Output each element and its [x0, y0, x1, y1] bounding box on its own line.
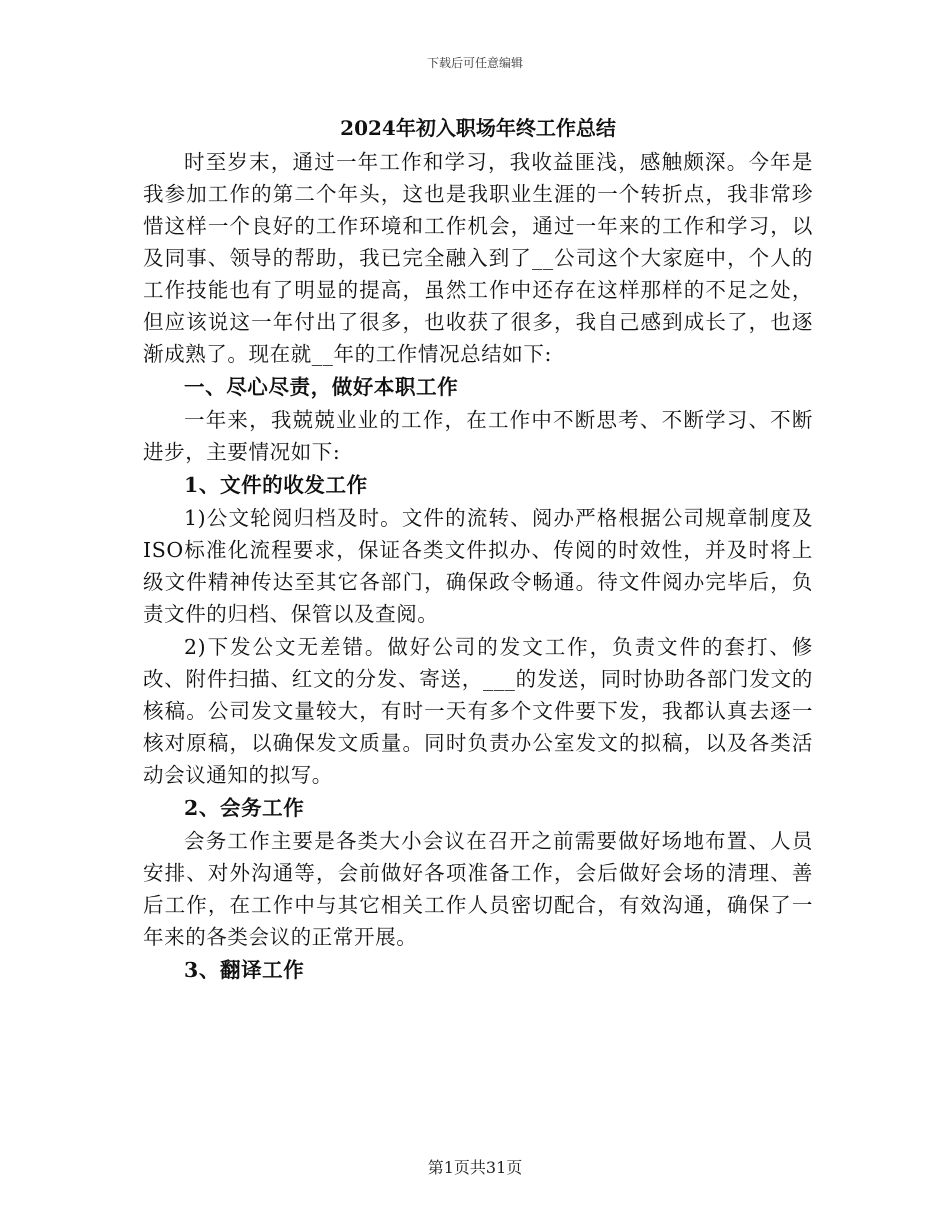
subsection-heading-3: 3、翻译工作 — [184, 958, 305, 982]
item-paragraph-1: 1)公文轮阅归档及时。文件的流转、阅办严格根据公司规章制度及ISO标准化流程要求，保证各类文件拟办、传阅的时效性，并及时将上级文件精神传达至其它各部门，确保政令畅通。待文件阅办完毕后，负责文件的归档、保管以及查阅。 — [143, 506, 813, 626]
item-paragraph-2: 2)下发公文无差错。做好公司的发文工作，负责文件的套打、修改、附件扫描、红文的分发、寄送，___的发送，同时协助各部门发文的核稿。公司发文量较大，有时一天有多个文件要下发，我都认真去逐一核对原稿，以确保发文质量。同时负责办公室发文的拟稿，以及各类活动会议通知的拟写。 — [143, 635, 813, 787]
intro-paragraph: 时至岁末，通过一年工作和学习，我收益匪浅，感触颇深。今年是我参加工作的第二个年头，这也是我职业生涯的一个转折点，我非常珍惜这样一个良好的工作环境和工作机会，通过一年来的工作和学习，以及同事、领导的帮助，我已完全融入到了__公司这个大家庭中，个人的工作技能也有了明显的提高，虽然工作中还存在这样那样的不足之处，但应该说这一年付出了很多，也收获了很多，我自己感到成长了，也逐渐成熟了。现在就__年的工作情况总结如下: — [143, 150, 813, 366]
section-1-intro: 一年来，我兢兢业业的工作，在工作中不断思考、不断学习、不断进步，主要情况如下: — [143, 408, 813, 464]
document-body — [143, 112, 813, 987]
meeting-paragraph: 会务工作主要是各类大小会议在召开之前需要做好场地布置、人员安排、对外沟通等，会前做好各项准备工作，会后做好会场的清理、善后工作，在工作中与其它相关工作人员密切配合，有效沟通，确保了一年来的各类会议的正常开展。 — [143, 829, 813, 949]
subsection-heading-1: 1、文件的收发工作 — [184, 473, 368, 497]
document-title: 2024年初入职场年终工作总结 — [340, 116, 616, 140]
section-heading-1: 一、尽心尽责，做好本职工作 — [184, 375, 459, 399]
subsection-heading-2: 2、会务工作 — [184, 796, 305, 820]
page-number: 第1页共31页 — [427, 1158, 523, 1177]
header-note: 下载后可任意编辑 — [426, 56, 523, 70]
